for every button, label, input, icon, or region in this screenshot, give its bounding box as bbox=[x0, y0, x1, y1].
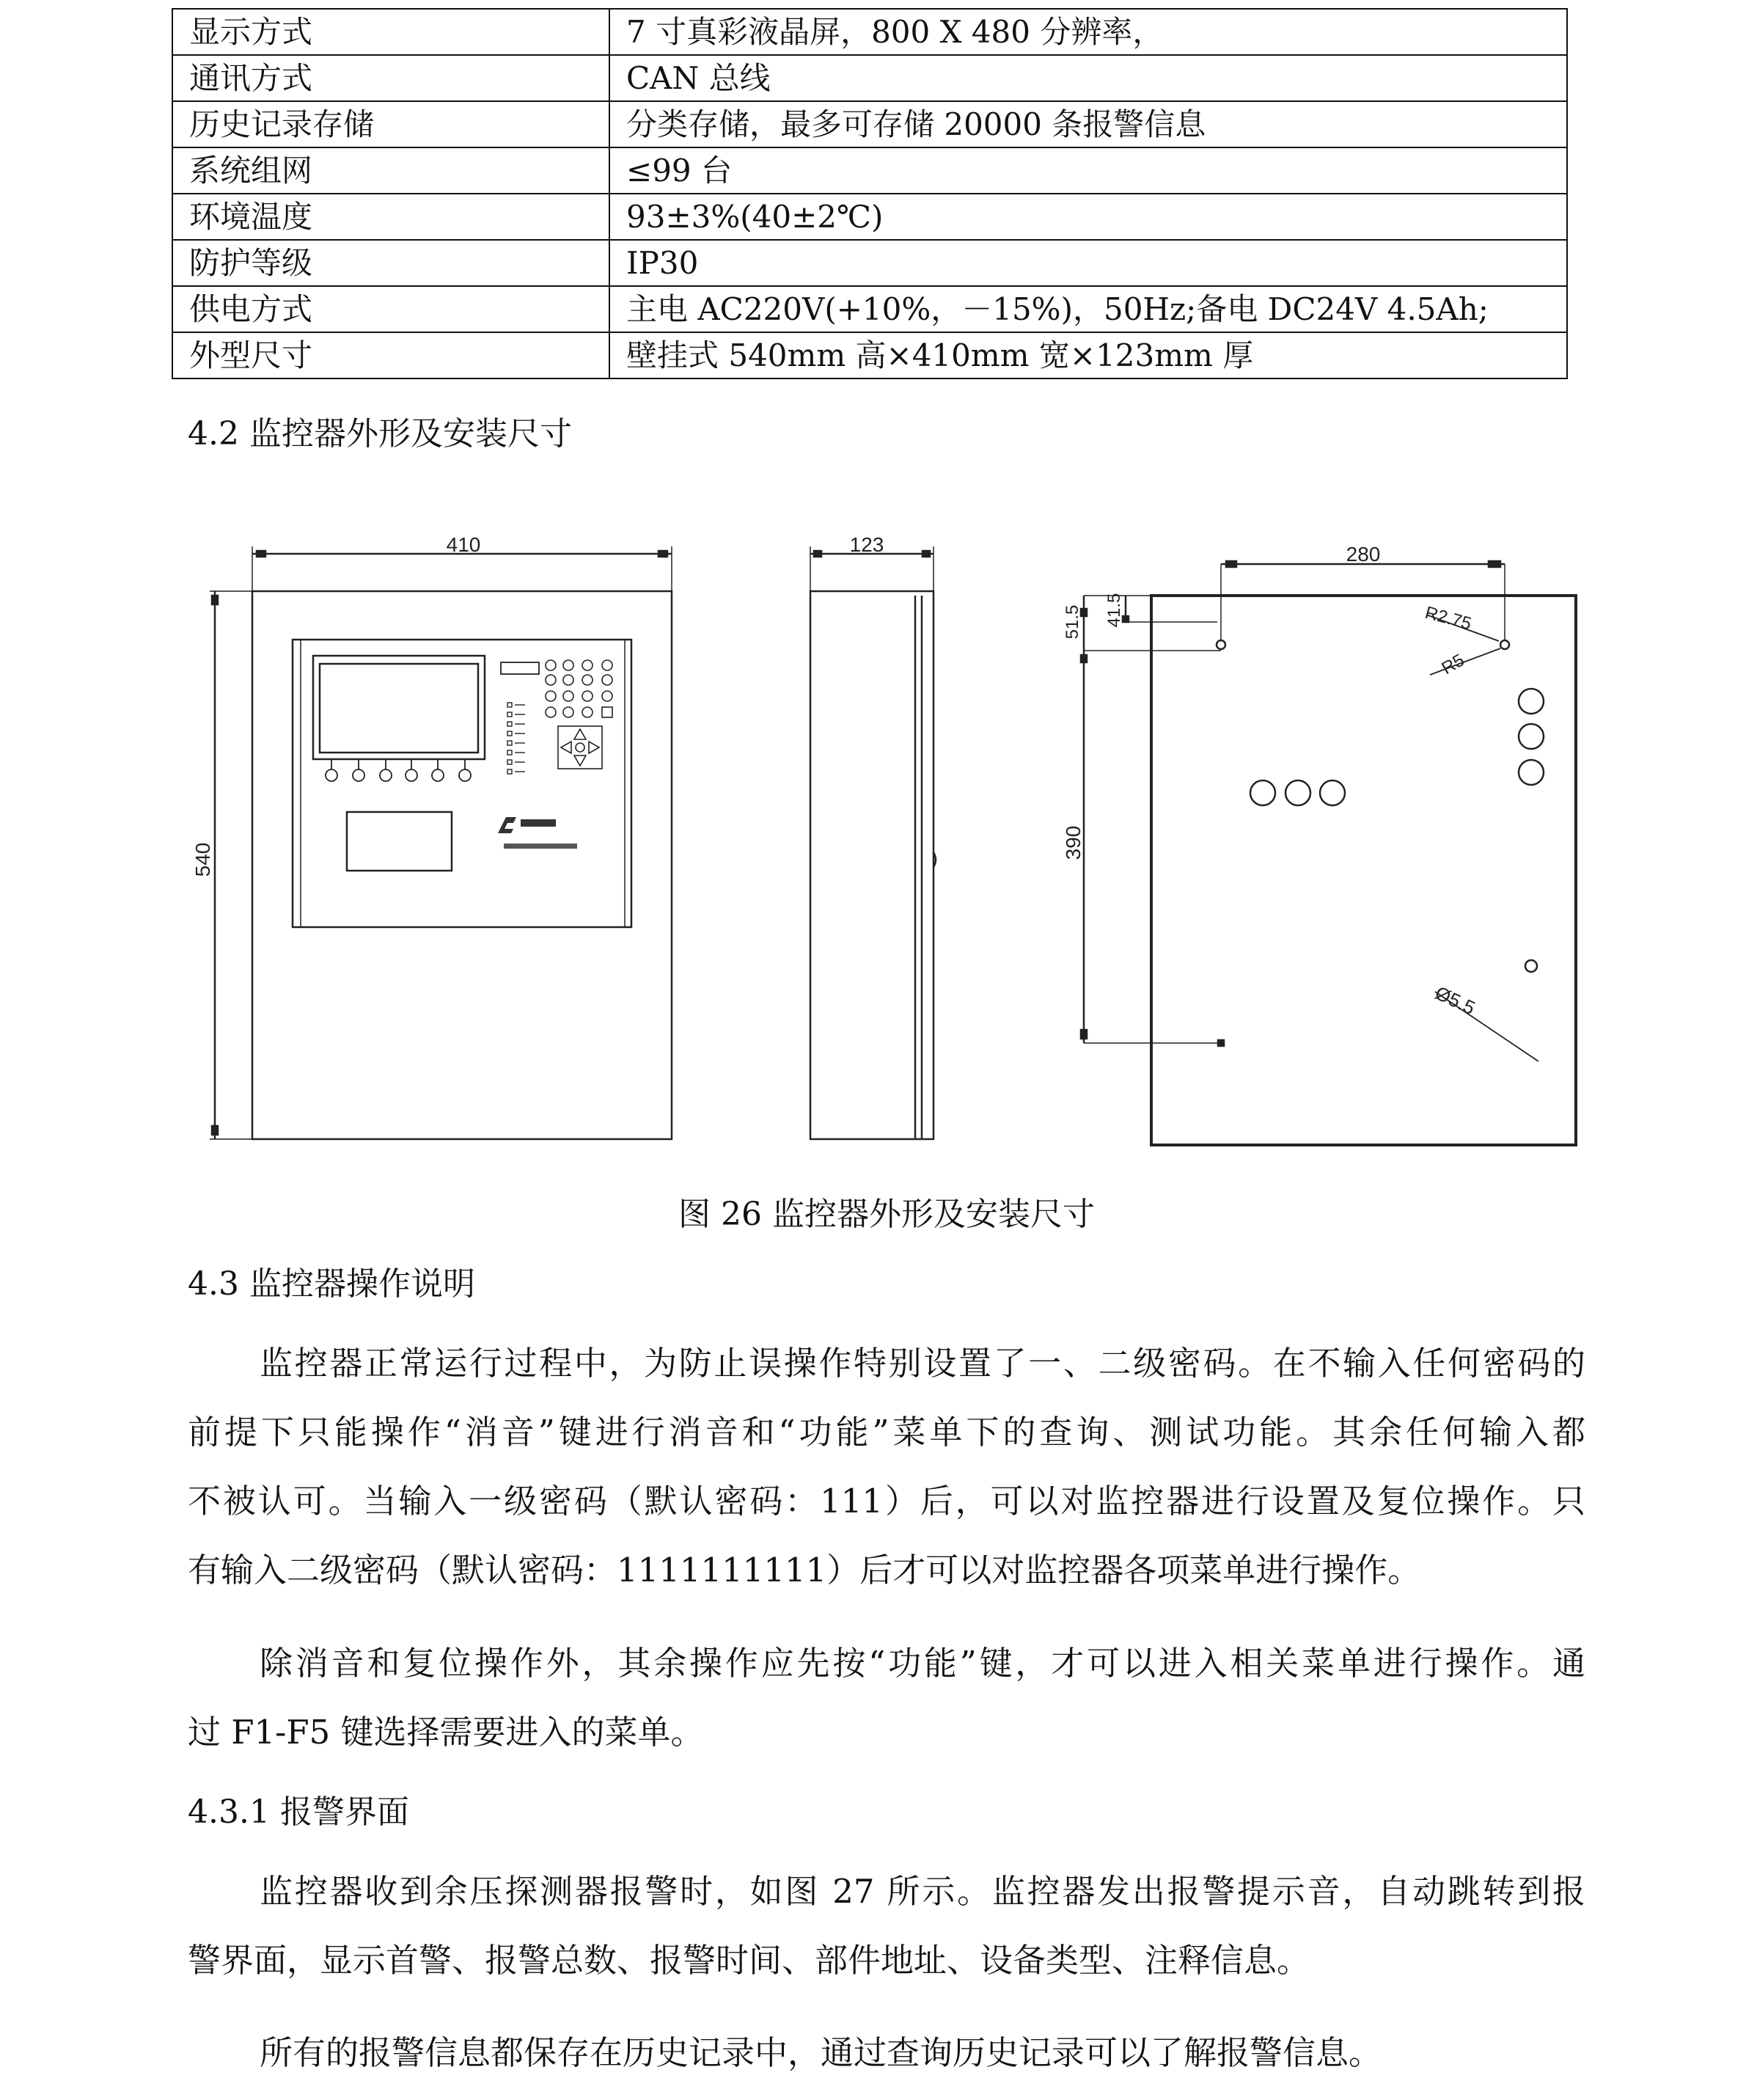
text-line: 有输入二级密码（默认密码：1111111111）后才可以对监控器各项菜单进行操作。 bbox=[188, 1551, 1421, 1589]
control-panel bbox=[293, 640, 631, 927]
text-line: 不被认可。当输入一级密码（默认密码：111）后，可以对监控器进行设置及复位操作。只 bbox=[188, 1482, 1585, 1521]
small-hole bbox=[1525, 960, 1537, 972]
spec-key: 外型尺寸 bbox=[172, 332, 609, 378]
text-line: 除消音和复位操作外，其余操作应先按“功能”键，才可以进入相关菜单进行操作。通 bbox=[260, 1644, 1585, 1683]
spec-key: 通讯方式 bbox=[172, 55, 609, 101]
cable-knockout bbox=[1250, 780, 1275, 805]
paragraph-passwords bbox=[188, 1329, 1585, 1605]
text-line: 所有的报警信息都保存在历史记录中，通过查询历史记录可以了解报警信息。 bbox=[260, 2033, 1382, 2072]
cabinet-outline bbox=[252, 591, 672, 1139]
figure-caption: 图 26 监控器外形及安装尺寸 bbox=[678, 1196, 1095, 1233]
keypad bbox=[546, 660, 612, 769]
dim-label-41-5: 41.5 bbox=[1104, 593, 1124, 628]
spec-key: 防护等级 bbox=[172, 240, 609, 286]
spec-key: 环境温度 bbox=[172, 194, 609, 240]
spec-key: 历史记录存储 bbox=[172, 101, 609, 147]
text-line: 监控器正常运行过程中，为防止误操作特别设置了一、二级密码。在不输入任何密码的 bbox=[260, 1344, 1585, 1383]
printer-window bbox=[347, 812, 452, 871]
side-view bbox=[810, 533, 936, 1139]
cable-knockout bbox=[1519, 724, 1544, 749]
dim-label-width: 410 bbox=[446, 533, 481, 556]
front-view bbox=[191, 533, 672, 1139]
back-plate bbox=[1151, 596, 1576, 1145]
spec-value: CAN 总线 bbox=[609, 55, 1567, 101]
spec-value: IP30 bbox=[609, 240, 1567, 286]
lcd-screen bbox=[320, 664, 478, 753]
cable-knockout bbox=[1519, 689, 1544, 714]
spec-value: ≤99 台 bbox=[609, 147, 1567, 194]
cable-knockout bbox=[1519, 760, 1544, 785]
status-box bbox=[501, 662, 539, 674]
text-line: 警界面，显示首警、报警总数、报警时间、部件地址、设备类型、注释信息。 bbox=[188, 1941, 1310, 1980]
mounting-hole bbox=[1500, 640, 1509, 649]
cable-knockout bbox=[1320, 780, 1345, 805]
dim-label-diameter: Ø5.5 bbox=[1431, 981, 1479, 1020]
spec-value: 壁挂式 540mm 高×410mm 宽×123mm 厚 bbox=[609, 332, 1567, 378]
text-line: 监控器收到余压探测器报警时，如图 27 所示。监控器发出报警提示音，自动跳转到报 bbox=[260, 1872, 1585, 1911]
indicator-leds bbox=[507, 703, 525, 774]
spec-value: 分类存储，最多可存储 20000 条报警信息 bbox=[609, 101, 1567, 147]
mounting-hole bbox=[1217, 640, 1225, 649]
spec-key: 供电方式 bbox=[172, 286, 609, 332]
function-keys bbox=[326, 759, 471, 781]
dim-label-hole-spacing: 280 bbox=[1346, 543, 1381, 566]
spec-key: 系统组网 bbox=[172, 147, 609, 194]
dim-label-depth: 123 bbox=[849, 533, 884, 556]
spec-value: 93±3%(40±2℃) bbox=[609, 194, 1567, 240]
back-view bbox=[1062, 543, 1576, 1145]
lcd-bezel bbox=[313, 656, 485, 759]
section-heading-4-3: 4.3 监控器操作说明 bbox=[188, 1265, 475, 1303]
dim-label-390: 390 bbox=[1062, 825, 1085, 860]
paragraph-function-key bbox=[188, 1629, 1585, 1767]
text-line: 过 F1-F5 键选择需要进入的菜单。 bbox=[188, 1713, 704, 1752]
dim-label-r5: R5 bbox=[1438, 650, 1468, 679]
dim-label-r2-75: R2.75 bbox=[1423, 602, 1474, 634]
section-heading-4-3-1: 4.3.1 报警界面 bbox=[188, 1793, 409, 1831]
paragraph-alarm-screen bbox=[188, 1857, 1585, 1995]
spec-value: 主电 AC220V(+10%，－15%)，50Hz;备电 DC24V 4.5Ah; bbox=[609, 286, 1567, 332]
dim-label-height: 540 bbox=[191, 842, 214, 877]
brand-logo bbox=[498, 817, 577, 849]
section-heading-4-2: 4.2 监控器外形及安装尺寸 bbox=[188, 415, 572, 453]
cable-knockout bbox=[1285, 780, 1310, 805]
spec-key: 显示方式 bbox=[172, 9, 609, 55]
paragraph-history bbox=[188, 2019, 1585, 2088]
text-line: 前提下只能操作“消音”键进行消音和“功能”菜单下的查询、测试功能。其余任何输入都 bbox=[188, 1413, 1585, 1452]
spec-value: 7 寸真彩液晶屏，800 X 480 分辨率， bbox=[609, 9, 1567, 55]
dim-label-51-5: 51.5 bbox=[1063, 604, 1082, 640]
